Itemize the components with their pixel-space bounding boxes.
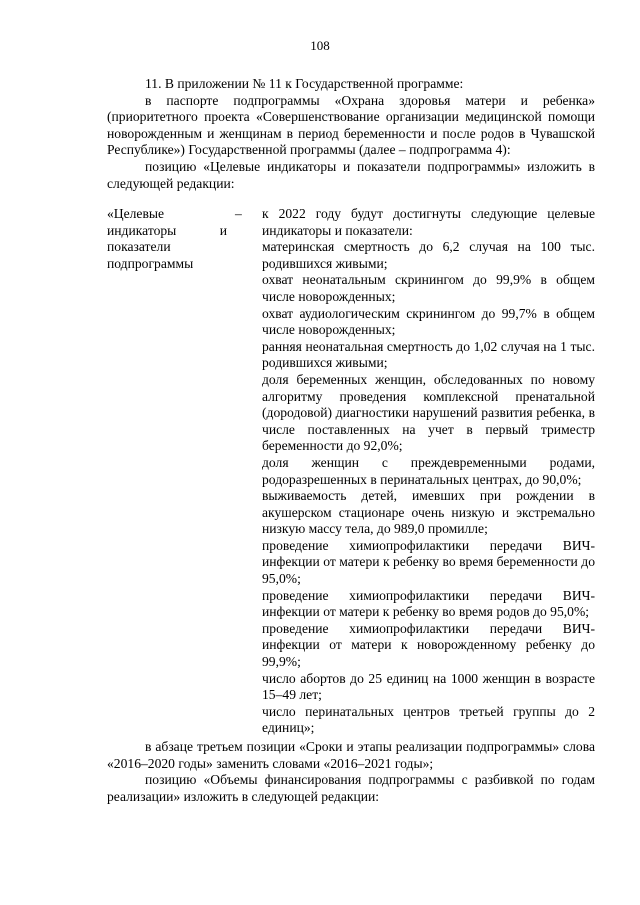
indicator-item: доля беременных женщин, обследованных по новому алгоритму проведения комплексной пренатальной (дородовой) диагностики нарушений развития ребенка, в числе поставленных на учет в первый триместр беременности до 92,0%; [262, 371, 595, 454]
item-heading: 11. В приложении № 11 к Государственной программе: [145, 76, 464, 91]
intro-block [107, 76, 595, 192]
indicator-item: число абортов до 25 единиц на 1000 женщин в возрасте 15–49 лет; [262, 670, 595, 703]
table-right-column [262, 206, 595, 737]
indicator-item: проведение химиопрофилактики передачи ВИЧ-инфекции от матери к ребенку во время беременности до 95,0%; [262, 537, 595, 587]
table-dash: – [235, 206, 242, 221]
indicator-item: ранняя неонатальная смертность до 1,02 случая на 1 тыс. родившихся живыми; [262, 338, 595, 371]
terms-paragraph: в абзаце третьем позиции «Сроки и этапы реализации подпрограммы» слова «2016–2020 годы» заменить словами «2016–2021 годы»; [107, 739, 595, 771]
indicator-item: охват аудиологическим скринингом до 99,7% в общем числе новорожденных; [262, 305, 595, 338]
outro-block [107, 739, 595, 805]
indicator-item: выживаемость детей, имевших при рождении в акушерском стационаре очень низкую и экстремально низкую массу тела, до 989,0 промилле; [262, 488, 595, 537]
indicator-item: материнская смертность до 6,2 случая на 100 тыс. родившихся живыми; [262, 239, 595, 271]
indicator-item: число перинатальных центров третьей группы до 2 единиц»; [262, 703, 595, 736]
indicator-item: охват неонатальным скринингом до 99,9% в общем числе новорожденных; [262, 272, 595, 304]
passport-paragraph: в паспорте подпрограммы «Охрана здоровья матери и ребенка» (приоритетного проекта «Совершенствование организации медицинской помощи новорожденным и женщинам в период беременности и после родов в Чувашской Республике») Государственной программы (далее – подпрограмма 4): [107, 92, 595, 158]
financing-paragraph: позицию «Объемы финансирования подпрограммы с разбивкой по годам реализации» изложить в следующей редакции: [107, 772, 595, 804]
indicator-item: проведение химиопрофилактики передачи ВИЧ-инфекции от матери к ребенку во время родов до 95,0%; [262, 587, 595, 620]
position-paragraph: позицию «Целевые индикаторы и показатели подпрограммы» изложить в следующей редакции: [107, 158, 595, 191]
indicator-item: проведение химиопрофилактики передачи ВИЧ-инфекции от матери к новорожденному ребенку до 99,9%; [262, 620, 595, 670]
indicator-item: доля женщин с преждевременными родами, родоразрешенных в перинатальных центрах, до 90,0%; [262, 454, 595, 487]
indicator-item: к 2022 году будут достигнуты следующие целевые индикаторы и показатели: [262, 206, 595, 238]
table-left-label: «Целевые индикаторы и показатели подпрограммы [107, 206, 227, 271]
page-number: 108 [310, 38, 330, 53]
